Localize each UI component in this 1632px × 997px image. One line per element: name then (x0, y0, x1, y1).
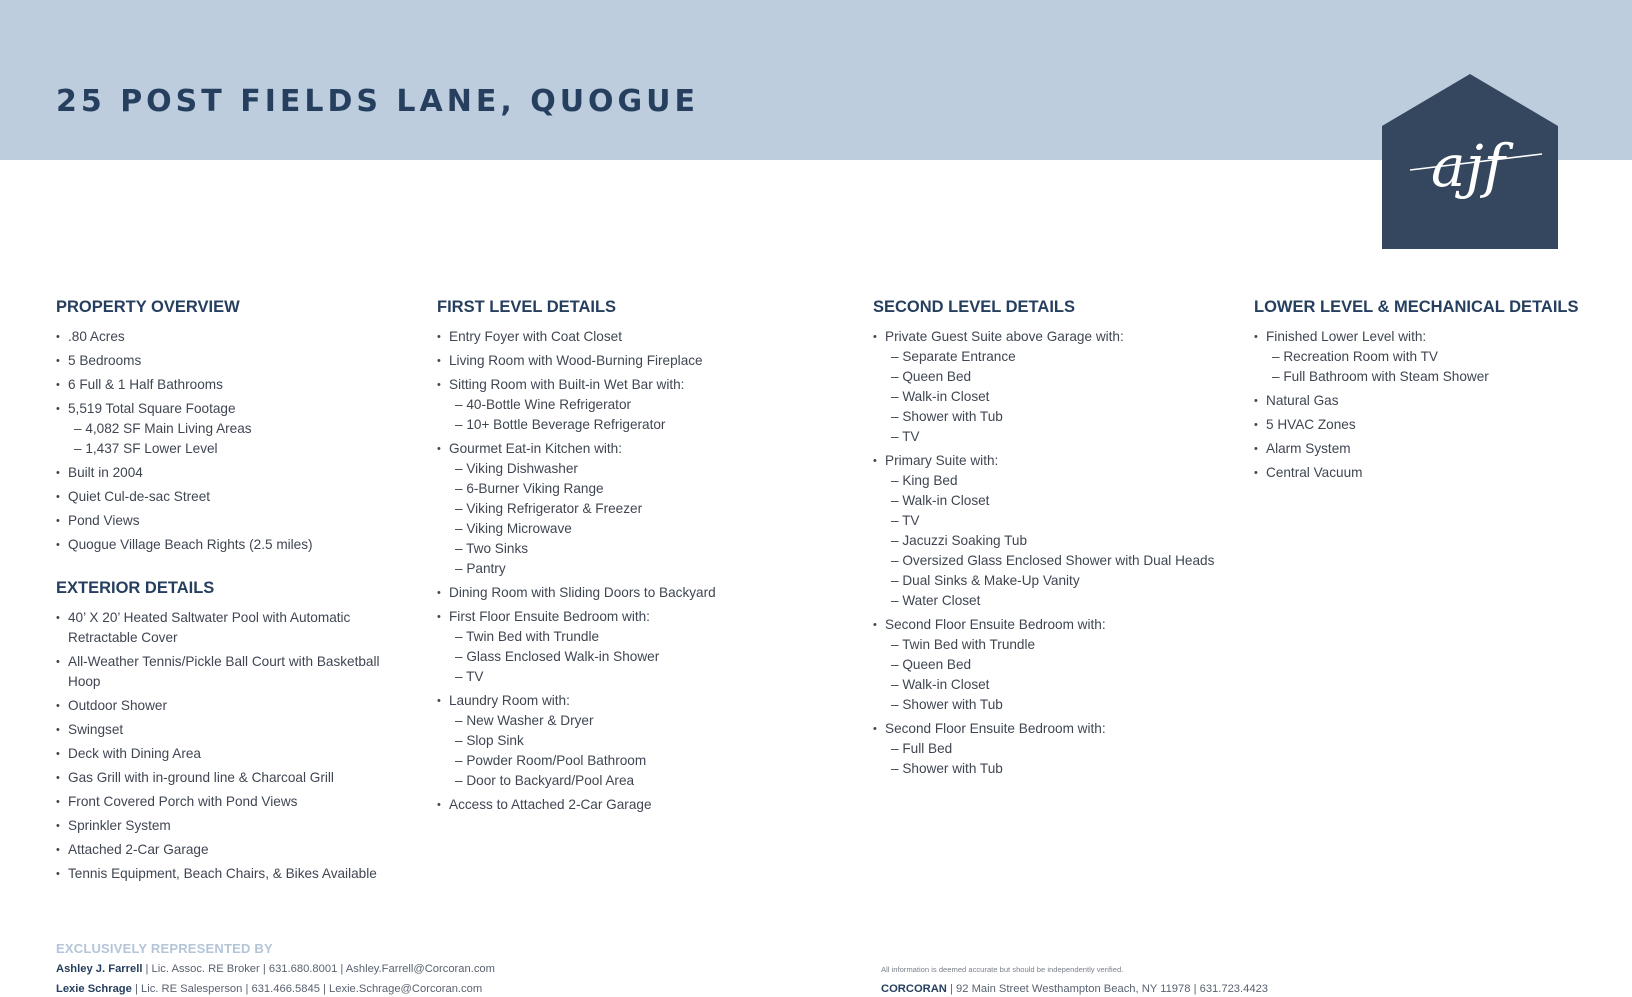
list-item (56, 463, 386, 483)
list-item (437, 351, 857, 371)
sub-list (449, 711, 857, 791)
lower-level-section (1254, 296, 1626, 483)
sub-list (449, 627, 857, 687)
list-item-text: Access to Attached 2-Car Garage (449, 797, 652, 812)
list-item (56, 511, 386, 531)
list-item-text: Private Guest Suite above Garage with: (885, 329, 1124, 344)
list-item-text: Sitting Room with Built-in Wet Bar with: (449, 377, 685, 392)
list-item-text: 5 Bedrooms (68, 353, 142, 368)
list-item (56, 744, 386, 764)
sub-list (885, 347, 1243, 447)
list-item (56, 840, 386, 860)
agent-contact-2 (56, 983, 482, 995)
sub-list-item: – Powder Room/Pool Bathroom (455, 753, 647, 768)
list-item-text: Swingset (68, 722, 124, 737)
sub-list-item: – Twin Bed with Trundle (891, 637, 1036, 652)
list-item (873, 451, 1243, 611)
sub-list-item: – Recreation Room with TV (1272, 349, 1438, 364)
list-item (437, 795, 857, 815)
list-item-text: 6 Full & 1 Half Bathrooms (68, 377, 223, 392)
sub-list-item: – Separate Entrance (891, 349, 1016, 364)
property-overview-section (56, 296, 386, 555)
first-level-title: FIRST LEVEL DETAILS (437, 298, 617, 316)
sub-list-item: – New Washer & Dryer (455, 713, 594, 728)
list-item (1254, 439, 1626, 459)
sub-list-item: – Walk-in Closet (891, 493, 990, 508)
sub-list-item: – 4,082 SF Main Living Areas (74, 421, 252, 436)
agent-details-1: | Lic. Assoc. RE Broker | 631.680.8001 | Ashley.Farrell@Corcoran.com (142, 963, 495, 975)
list-item (56, 696, 386, 716)
column-lower-level (1254, 296, 1626, 487)
list-item (1254, 327, 1626, 387)
sub-list-item: – Shower with Tub (891, 409, 1003, 424)
sub-list (885, 471, 1243, 611)
list-item-text: 40’ X 20’ Heated Saltwater Pool with Automatic Retractable Cover (68, 610, 351, 645)
list-item-text: Gourmet Eat-in Kitchen with: (449, 441, 623, 456)
list-item (873, 719, 1243, 779)
list-item-text: Deck with Dining Area (68, 746, 201, 761)
agent-name-2: Lexie Schrage (56, 983, 132, 995)
sub-list-item: – Shower with Tub (891, 761, 1003, 776)
first-level-list (437, 327, 857, 815)
list-item (873, 327, 1243, 447)
brokerage-contact (881, 983, 1268, 995)
sub-list-item: – Oversized Glass Enclosed Shower with Dual Heads (891, 553, 1215, 568)
list-item-text: Living Room with Wood-Burning Fireplace (449, 353, 703, 368)
list-item (437, 439, 857, 579)
list-item-text: Pond Views (68, 513, 140, 528)
sub-list (1266, 347, 1626, 387)
sub-list-item: – Viking Microwave (455, 521, 572, 536)
list-item-text: Natural Gas (1266, 393, 1339, 408)
sub-list (885, 635, 1243, 715)
list-item-text: All-Weather Tennis/Pickle Ball Court with Basketball Hoop (68, 654, 380, 689)
list-item (56, 327, 386, 347)
first-level-section (437, 296, 857, 815)
list-item-text: Laundry Room with: (449, 693, 570, 708)
list-item-text: Primary Suite with: (885, 453, 999, 468)
list-item (56, 792, 386, 812)
list-item-text: First Floor Ensuite Bedroom with: (449, 609, 650, 624)
second-level-list (873, 327, 1243, 779)
list-item (873, 615, 1243, 715)
sub-list (449, 395, 857, 435)
sub-list-item: – 1,437 SF Lower Level (74, 441, 218, 456)
list-item (56, 399, 386, 459)
list-item (56, 487, 386, 507)
sub-list-item: – Jacuzzi Soaking Tub (891, 533, 1028, 548)
second-level-title: SECOND LEVEL DETAILS (873, 298, 1075, 316)
sub-list-item: – King Bed (891, 473, 958, 488)
sub-list (449, 459, 857, 579)
sub-list-item: – Viking Refrigerator & Freezer (455, 501, 643, 516)
brokerage-details: | 92 Main Street Westhampton Beach, NY 11978 | 631.723.4423 (946, 983, 1269, 995)
list-item-text: Gas Grill with in-ground line & Charcoal Grill (68, 770, 334, 785)
list-item-text: Quiet Cul-de-sac Street (68, 489, 211, 504)
sub-list-item: – TV (455, 669, 484, 684)
list-item (56, 608, 386, 648)
list-item-text: Front Covered Porch with Pond Views (68, 794, 298, 809)
list-item-text: Central Vacuum (1266, 465, 1363, 480)
sub-list-item: – Door to Backyard/Pool Area (455, 773, 635, 788)
brokerage-name: CORCORAN (881, 983, 947, 995)
agent-details-2: | Lic. RE Salesperson | 631.466.5845 | Lexie.Schrage@Corcoran.com (131, 983, 483, 995)
list-item-text: Second Floor Ensuite Bedroom with: (885, 721, 1106, 736)
logo-monogram: ajf (1430, 132, 1506, 200)
sub-list-item: – Water Closet (891, 593, 981, 608)
list-item (437, 327, 857, 347)
sub-list-item: – Viking Dishwasher (455, 461, 578, 476)
list-item-text: Entry Foyer with Coat Closet (449, 329, 623, 344)
sub-list (885, 739, 1243, 779)
lower-level-list (1254, 327, 1626, 483)
sub-list-item: – Shower with Tub (891, 697, 1003, 712)
list-item (56, 375, 386, 395)
list-item-text: Sprinkler System (68, 818, 171, 833)
sub-list-item: – Walk-in Closet (891, 389, 990, 404)
sub-list-item: – Pantry (455, 561, 506, 576)
property-overview-title: PROPERTY OVERVIEW (56, 298, 240, 316)
sub-list-item: – 40-Bottle Wine Refrigerator (455, 397, 632, 412)
sub-list (68, 419, 386, 459)
list-item (56, 768, 386, 788)
list-item (1254, 415, 1626, 435)
sub-list-item: – Full Bathroom with Steam Shower (1272, 369, 1489, 384)
column-second-level (873, 296, 1243, 783)
agent-contact-1 (56, 963, 495, 975)
second-level-section (873, 296, 1243, 779)
exterior-details-list (56, 608, 386, 884)
sub-list-item: – Dual Sinks & Make-Up Vanity (891, 573, 1080, 588)
agent-name-1: Ashley J. Farrell (56, 963, 143, 975)
exterior-details-title: EXTERIOR DETAILS (56, 579, 215, 597)
list-item (437, 607, 857, 687)
sub-list-item: – Two Sinks (455, 541, 529, 556)
list-item (437, 583, 857, 603)
column-overview (56, 296, 386, 888)
sub-list-item: – Walk-in Closet (891, 677, 990, 692)
agent-logo (1382, 74, 1558, 249)
exterior-details-section (56, 577, 386, 884)
property-address: 25 POST FIELDS LANE, QUOGUE (56, 84, 700, 119)
list-item (1254, 463, 1626, 483)
list-item-text: .80 Acres (68, 329, 125, 344)
sub-list-item: – Glass Enclosed Walk-in Shower (455, 649, 660, 664)
list-item-text: 5,519 Total Square Footage (68, 401, 236, 416)
sub-list-item: – 6-Burner Viking Range (455, 481, 604, 496)
list-item (56, 816, 386, 836)
sub-list-item: – Queen Bed (891, 369, 972, 384)
list-item-text: Tennis Equipment, Beach Chairs, & Bikes Available (68, 866, 377, 881)
sub-list-item: – TV (891, 429, 920, 444)
list-item-text: Attached 2-Car Garage (68, 842, 209, 857)
list-item-text: Second Floor Ensuite Bedroom with: (885, 617, 1106, 632)
list-item-text: Quogue Village Beach Rights (2.5 miles) (68, 537, 313, 552)
sub-list-item: – Twin Bed with Trundle (455, 629, 600, 644)
list-item (56, 535, 386, 555)
list-item (56, 351, 386, 371)
property-overview-list (56, 327, 386, 555)
sub-list-item: – Full Bed (891, 741, 953, 756)
list-item-text: Finished Lower Level with: (1266, 329, 1427, 344)
list-item-text: Outdoor Shower (68, 698, 167, 713)
column-first-level (437, 296, 857, 819)
disclaimer-text: All information is deemed accurate but should be independently verified. (881, 965, 1124, 974)
house-logo-icon (1382, 74, 1558, 249)
sub-list-item: – TV (891, 513, 920, 528)
list-item (437, 375, 857, 435)
list-item (56, 652, 386, 692)
list-item (56, 720, 386, 740)
list-item-text: 5 HVAC Zones (1266, 417, 1356, 432)
lower-level-title: LOWER LEVEL & MECHANICAL DETAILS (1254, 298, 1579, 316)
list-item-text: Dining Room with Sliding Doors to Backyard (449, 585, 716, 600)
represented-by-title: EXCLUSIVELY REPRESENTED BY (56, 941, 273, 956)
sub-list-item: – Slop Sink (455, 733, 524, 748)
sub-list-item: – 10+ Bottle Beverage Refrigerator (455, 417, 666, 432)
sub-list-item: – Queen Bed (891, 657, 972, 672)
list-item-text: Built in 2004 (68, 465, 143, 480)
list-item (1254, 391, 1626, 411)
list-item-text: Alarm System (1266, 441, 1351, 456)
list-item (56, 864, 386, 884)
list-item (437, 691, 857, 791)
